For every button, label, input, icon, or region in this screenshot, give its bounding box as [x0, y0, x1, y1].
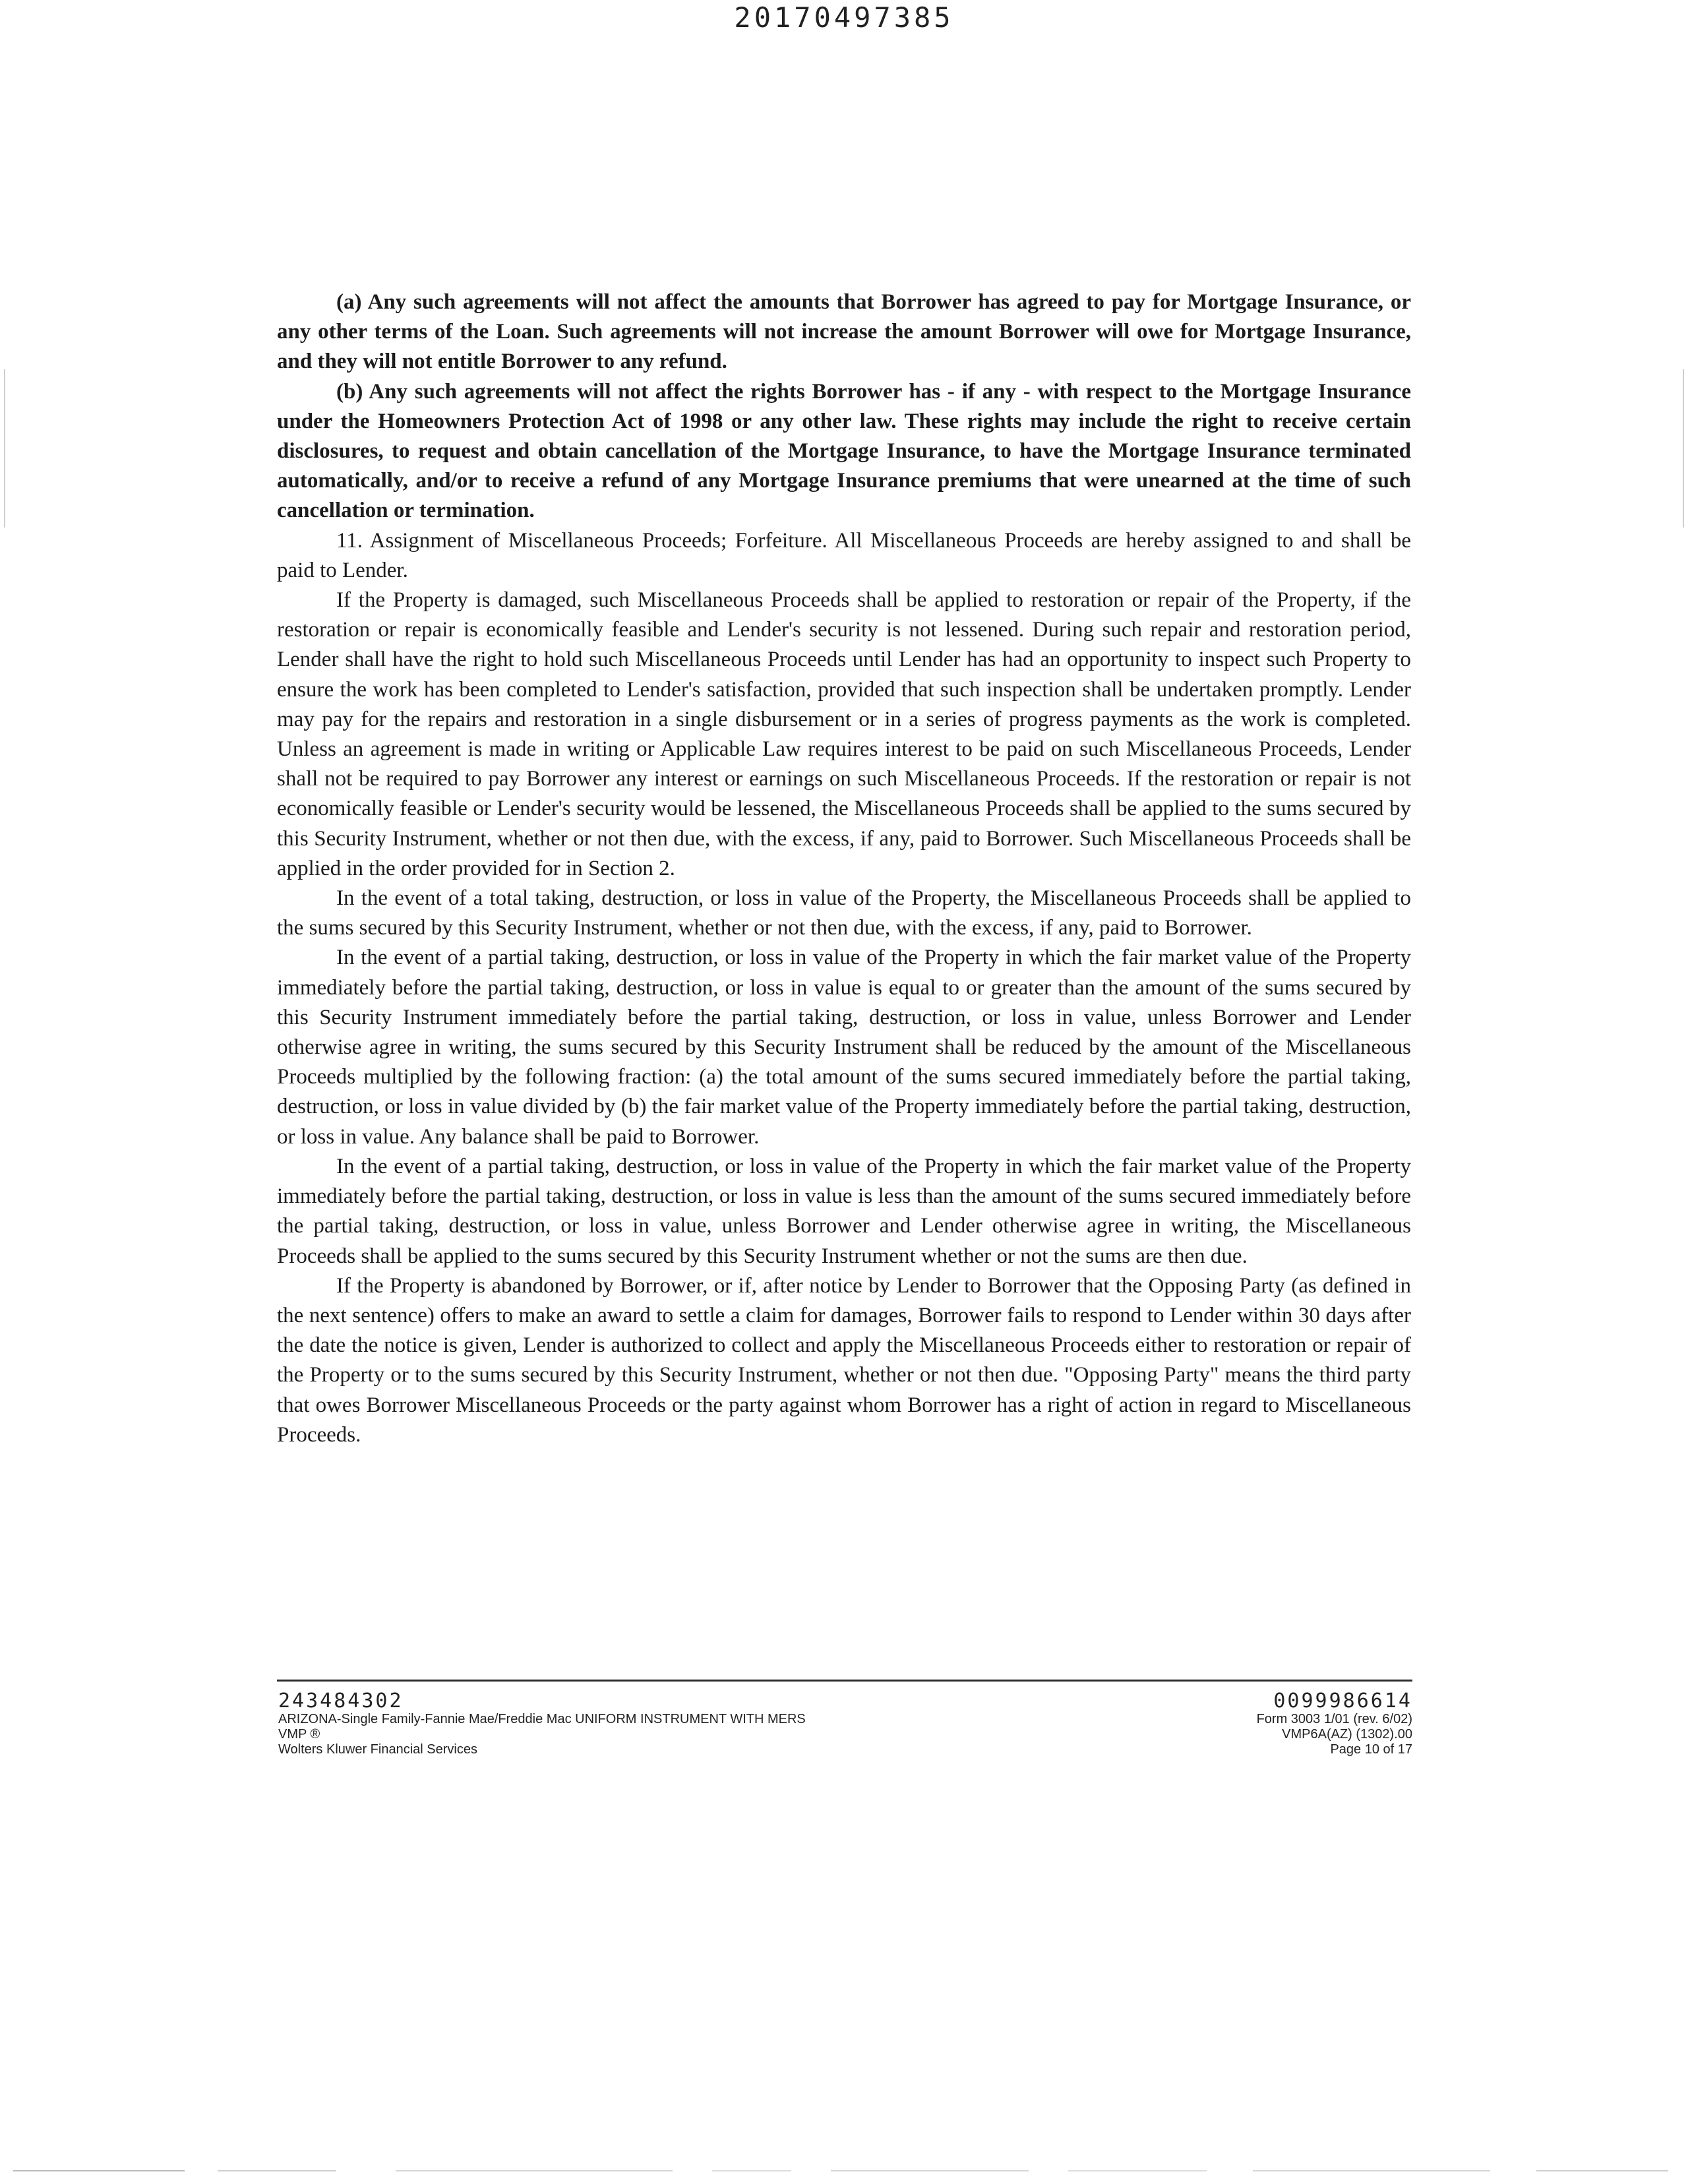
footer-left: [278, 1691, 806, 1757]
scan-artifact-left-edge: [4, 369, 5, 528]
scan-artifact-bottom: [0, 2166, 1688, 2179]
vmp-mark: VMP ®: [278, 1727, 320, 1742]
paragraph-abandoned-property: If the Property is abandoned by Borrower, or if, after notice by Lender to Borrower that the Opposing Party (as defined in the next sentence) offers to make an award to settle a claim for damages, Borrower fails to respond to Lender within 30 days after the date the notice is given, Lender is authorized to collect and apply the Miscellaneous Proceeds either to restoration or repair of the Property or to the sums secured by this Security Instrument, whether or not then due. "Opposing Party" means the third party that owes Borrower Miscellaneous Proceeds or the party against whom Borrower has a right of action in regard to Miscellaneous Proceeds.: [277, 1273, 1411, 1447]
vmp-code: VMP6A(AZ) (1302).00: [1282, 1727, 1412, 1742]
clause-b: (b) Any such agreements will not affect the rights Borrower has - if any - with respect to the Mortgage Insurance under the Homeowners Protection Act of 1998 or any other law. These rights may include the right to receive certain disclosures, to request and obtain cancellation of the Mortgage Insurance, to have the Mortgage Insurance terminated automatically, and/or to receive a refund of any Mortgage Insurance premiums that were unearned at the time of such cancellation or termination.: [277, 379, 1411, 523]
form-description: ARIZONA-Single Family-Fannie Mae/Freddie Mac UNIFORM INSTRUMENT WITH MERS: [278, 1712, 806, 1726]
loan-number: 243484302: [278, 1689, 404, 1713]
paragraph-partial-taking-less: In the event of a partial taking, destruction, or loss in value of the Property in which the fair market value of the Property immediately before the partial taking, destruction, or loss in value is less than the amount of the sums secured immediately before the partial taking, destruction, or loss in value, unless Borrower and Lender otherwise agree in writing, the Miscellaneous Proceeds shall be applied to the sums secured by this Security Instrument whether or not the sums are then due.: [277, 1154, 1411, 1268]
section-11-heading: 11. Assignment of Miscellaneous Proceeds; Forfeiture.: [336, 528, 828, 553]
footer-divider: [277, 1680, 1412, 1682]
clause-a: (a) Any such agreements will not affect the amounts that Borrower has agreed to pay for Mortgage Insurance, or any other terms of the Loan. Such agreements will not increase the amount Borrower will owe for Mortgage Insurance, and they will not entitle Borrower to any refund.: [277, 290, 1411, 374]
page-number: Page 10 of 17: [1330, 1742, 1412, 1757]
scan-artifact-right-edge: [1683, 369, 1684, 528]
form-number: Form 3003 1/01 (rev. 6/02): [1256, 1712, 1412, 1726]
publisher: Wolters Kluwer Financial Services: [278, 1742, 477, 1757]
section-11: [277, 526, 1411, 1450]
recording-number: 20170497385: [734, 1, 954, 34]
paragraph-total-taking: In the event of a total taking, destruction, or loss in value of the Property, the Miscellaneous Proceeds shall be applied to the sums secured by this Security Instrument, whether or not then due, with the excess, if any, paid to Borrower.: [277, 886, 1411, 940]
mortgage-insurance-clauses: [277, 288, 1411, 526]
document-number: 0099986614: [1273, 1689, 1412, 1713]
paragraph-damaged-property: If the Property is damaged, such Miscellaneous Proceeds shall be applied to restoration or repair of the Property, if the restoration or repair is economically feasible and Lender's security is not lessened. During such repair and restoration period, Lender shall have the right to hold such Miscellaneous Proceeds until Lender has had an opportunity to inspect such Property to ensure the work has been completed to Lender's satisfaction, provided that such inspection shall be undertaken promptly. Lender may pay for the repairs and restoration in a single disbursement or in a series of progress payments as the work is completed. Unless an agreement is made in writing or Applicable Law requires interest to be paid on such Miscellaneous Proceeds, Lender shall not be required to pay Borrower any interest or earnings on such Miscellaneous Proceeds. If the restoration or repair is not economically feasible or Lender's security would be lessened, the Miscellaneous Proceeds shall be applied to the sums secured by this Security Instrument, whether or not then due, with the excess, if any, paid to Borrower. Such Miscellaneous Proceeds shall be applied in the order provided for in Section 2.: [277, 588, 1411, 880]
footer-right: [1257, 1691, 1412, 1757]
section-11-intro: [277, 526, 1411, 586]
paragraph-partial-taking-greater: In the event of a partial taking, destruction, or loss in value of the Property in which the fair market value of the Property immediately before the partial taking, destruction, or loss in value is equal to or greater than the amount of the sums secured by this Security Instrument immediately before the partial taking, destruction, or loss in value, unless Borrower and Lender otherwise agree in writing, the sums secured by this Security Instrument shall be reduced by the amount of the Miscellaneous Proceeds multiplied by the following fraction: (a) the total amount of the sums secured immediately before the partial taking, destruction, or loss in value divided by (b) the fair market value of the Property immediately before the partial taking, destruction, or loss in value. Any balance shall be paid to Borrower.: [277, 946, 1411, 1149]
section-11-lead: All Miscellaneous Proceeds are hereby assigned to and shall be paid to Lender.: [277, 528, 1411, 582]
document-body: [277, 288, 1411, 1450]
